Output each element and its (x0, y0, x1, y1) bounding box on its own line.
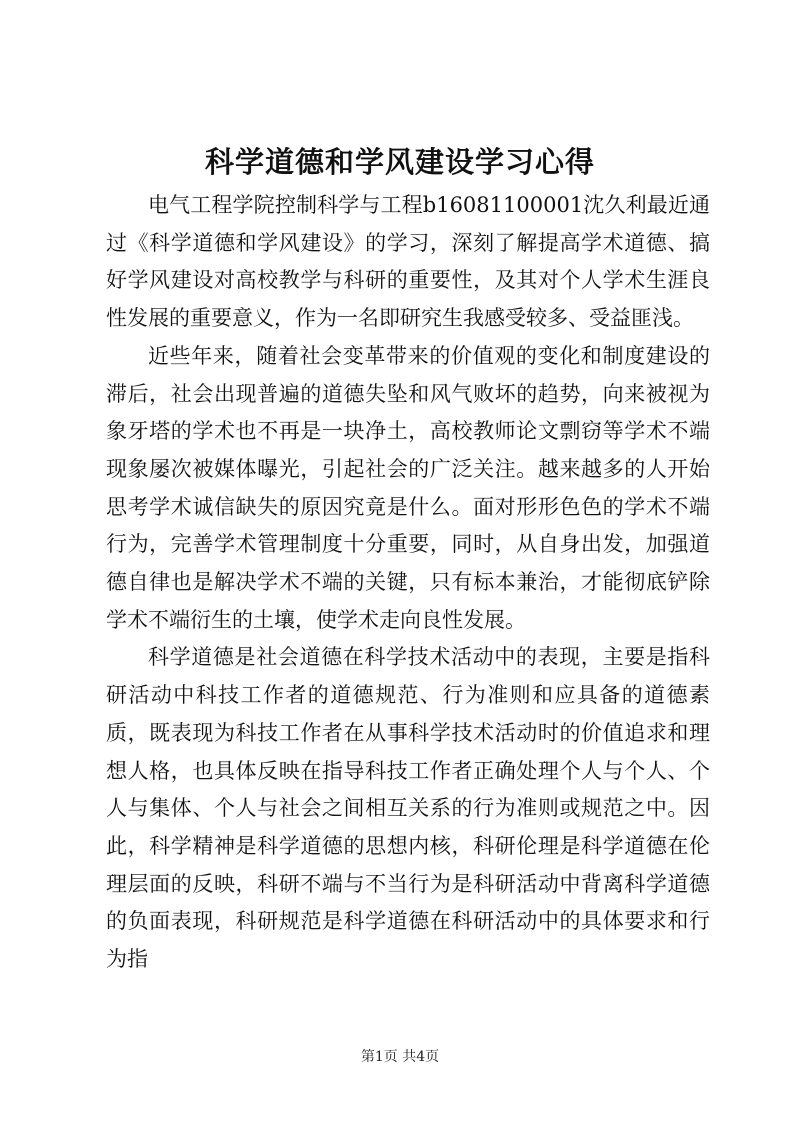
page-footer: 第1页 共4页 (360, 1049, 440, 1065)
document-body (106, 187, 710, 979)
paragraph-1: 电气工程学院控制科学与工程b16081100001沈久利最近通过《科学道德和学风建设》的学习，深刻了解提高学术道德、搞好学风建设对高校教学与科研的重要性，及其对个人学术生涯良性发展的重要意义，作为一名即研究生我感受较多、受益匪浅。 (106, 193, 710, 331)
paragraph-2: 近些年来，随着社会变革带来的价值观的变化和制度建设的滞后，社会出现普遍的道德失坠和风气败坏的趋势，向来被视为象牙塔的学术也不再是一块净土，高校教师论文剽窃等学术不端现象屡次被媒体曝光，引起社会的广泛关注。越来越多的人开始思考学术诚信缺失的原因究竟是什么。面对形形色色的学术不端行为，完善学术管理制度十分重要，同时，从自身出发，加强道德自律也是解决学术不端的关键，只有标本兼治，才能彻底铲除学术不端衍生的土壤，使学术走向良性发展。 (106, 343, 710, 632)
paragraph-3: 科学道德是社会道德在科学技术活动中的表现，主要是指科研活动中科技工作者的道德规范、行为准则和应具备的道德素质，既表现为科技工作者在从事科学技术活动时的价值追求和理想人格，也具体反映在指导科技工作者正确处理个人与个人、个人与集体、个人与社会之间相互关系的行为准则或规范之中。因此，科学精神是科学道德的思想内核，科研伦理是科学道德在伦理层面的反映，科研不端与不当行为是科研活动中背离科学道德的负面表现，科研规范是科学道德在科研活动中的具体要求和行为指 (106, 645, 710, 972)
document-title: 科学道德和学风建设学习心得 (204, 145, 595, 179)
